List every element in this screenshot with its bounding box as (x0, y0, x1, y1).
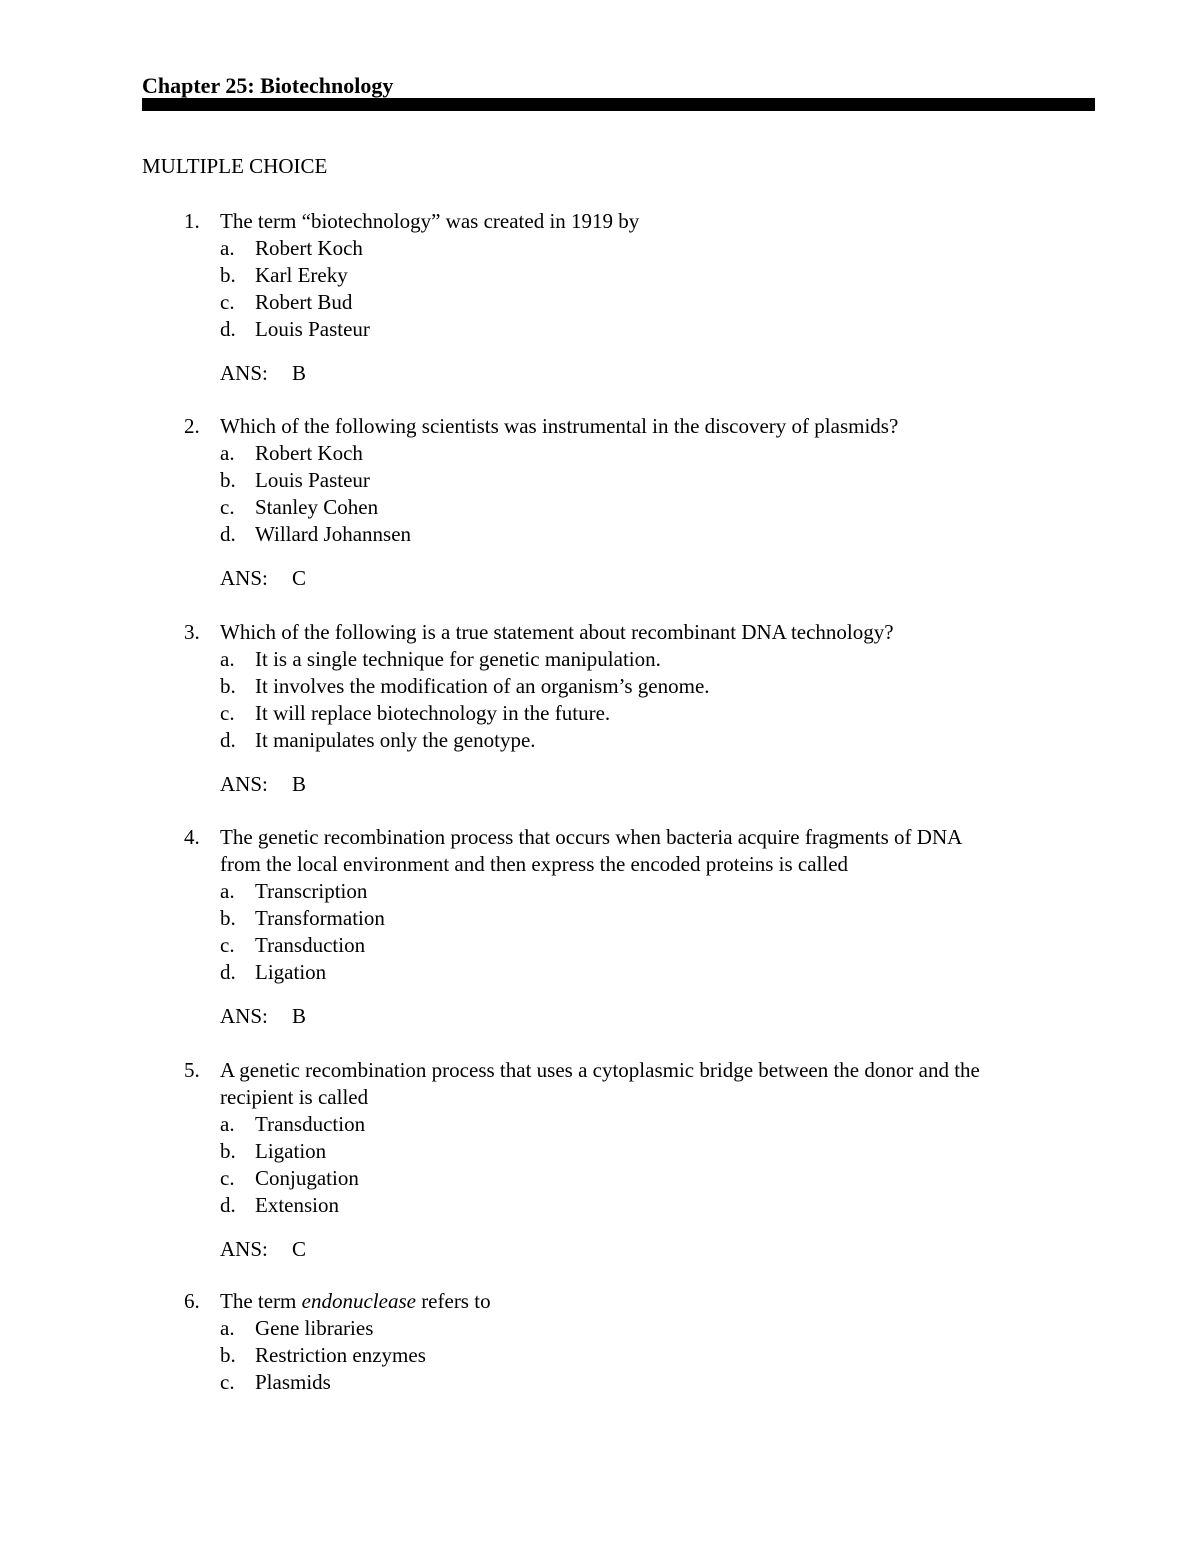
option-text: Transcription (255, 879, 368, 903)
option-letter: a. (220, 441, 235, 465)
option-letter: d. (220, 1193, 236, 1217)
answer-option (0, 646, 1200, 673)
option-text: Restriction enzymes (255, 1343, 426, 1367)
answer-option (0, 1138, 1200, 1165)
option-text: Robert Koch (255, 236, 363, 260)
answer-value: B (292, 1004, 307, 1028)
answer-option (0, 1111, 1200, 1138)
question-stem-line (0, 824, 1200, 851)
answer-option (0, 673, 1200, 700)
option-text: Robert Koch (255, 441, 363, 465)
option-letter: d. (220, 522, 236, 546)
answer-option (0, 905, 1200, 932)
option-letter: a. (220, 236, 235, 260)
option-letter: a. (220, 879, 235, 903)
question-stem-line (0, 1288, 1200, 1315)
stem-prefix: The term (220, 1289, 302, 1313)
question-stem-line (0, 413, 1200, 440)
question-text: recipient is called (220, 1085, 369, 1109)
answer-option (0, 959, 1200, 986)
option-text: Transduction (255, 1112, 366, 1136)
question-number: 5. (184, 1058, 200, 1082)
answer-option (0, 1369, 1200, 1396)
answer-option (0, 467, 1200, 494)
option-text: Plasmids (255, 1370, 331, 1394)
question-stem-line (0, 619, 1200, 646)
option-text: It involves the modification of an organism’s genome. (255, 674, 710, 698)
answer-value: C (292, 566, 307, 590)
answer-option (0, 262, 1200, 289)
option-letter: c. (220, 1166, 235, 1190)
stem-suffix: refers to (415, 1289, 491, 1313)
option-text: Conjugation (255, 1166, 359, 1190)
answer-label: ANS: (220, 1004, 268, 1028)
option-letter: c. (220, 1370, 235, 1394)
answer-key (0, 565, 1200, 592)
option-letter: d. (220, 317, 236, 341)
answer-key (0, 1236, 1200, 1263)
question-number: 3. (184, 620, 200, 644)
option-text: Robert Bud (255, 290, 353, 314)
answer-value: C (292, 1237, 307, 1261)
option-letter: a. (220, 1316, 235, 1340)
section-heading: MULTIPLE CHOICE (142, 154, 328, 178)
option-letter: b. (220, 468, 236, 492)
answer-option (0, 1315, 1200, 1342)
option-letter: c. (220, 933, 235, 957)
option-text: Ligation (255, 1139, 327, 1163)
answer-label: ANS: (220, 361, 268, 385)
answer-key (0, 771, 1200, 798)
option-letter: a. (220, 647, 235, 671)
option-text: Louis Pasteur (255, 468, 370, 492)
answer-option (0, 932, 1200, 959)
question-text: A genetic recombination process that uses a cytoplasmic bridge between the donor and the (220, 1058, 980, 1082)
option-letter: b. (220, 674, 236, 698)
question-4 (0, 824, 1200, 1030)
option-letter: c. (220, 495, 235, 519)
option-letter: c. (220, 290, 235, 314)
question-3 (0, 619, 1200, 798)
answer-option (0, 521, 1200, 548)
question-stem-line (0, 851, 1200, 878)
option-text: Louis Pasteur (255, 317, 370, 341)
question-stem-line (0, 1057, 1200, 1084)
option-text: Ligation (255, 960, 327, 984)
option-text: Karl Ereky (255, 263, 348, 287)
option-letter: d. (220, 960, 236, 984)
option-text: It will replace biotechnology in the future. (255, 701, 611, 725)
question-number: 4. (184, 825, 200, 849)
question-text: Which of the following scientists was instrumental in the discovery of plasmids? (220, 414, 899, 438)
option-letter: c. (220, 701, 235, 725)
option-text: Transformation (255, 906, 385, 930)
option-letter: b. (220, 263, 236, 287)
question-text: The term “biotechnology” was created in 1919 by (220, 209, 640, 233)
question-1 (0, 208, 1200, 387)
answer-option (0, 289, 1200, 316)
answer-label: ANS: (220, 1237, 268, 1261)
question-stem-line (0, 208, 1200, 235)
option-text: Extension (255, 1193, 339, 1217)
answer-option (0, 316, 1200, 343)
title-rule (142, 98, 1095, 111)
answer-option (0, 1165, 1200, 1192)
option-letter: d. (220, 728, 236, 752)
answer-option (0, 878, 1200, 905)
answer-key (0, 360, 1200, 387)
option-letter: b. (220, 1343, 236, 1367)
question-text (220, 1288, 491, 1315)
answer-option (0, 727, 1200, 754)
answer-key (0, 1003, 1200, 1030)
answer-option (0, 440, 1200, 467)
chapter-title: Chapter 25: Biotechnology (142, 73, 394, 98)
option-text: Willard Johannsen (255, 522, 412, 546)
question-number: 2. (184, 414, 200, 438)
answer-label: ANS: (220, 772, 268, 796)
answer-option (0, 700, 1200, 727)
option-letter: a. (220, 1112, 235, 1136)
option-letter: b. (220, 906, 236, 930)
question-text: The genetic recombination process that occurs when bacteria acquire fragments of DNA (220, 825, 963, 849)
question-text: from the local environment and then express the encoded proteins is called (220, 852, 849, 876)
option-text: Stanley Cohen (255, 495, 379, 519)
answer-value: B (292, 361, 307, 385)
option-text: Transduction (255, 933, 366, 957)
question-6 (0, 1288, 1200, 1396)
question-number: 6. (184, 1289, 200, 1313)
answer-value: B (292, 772, 307, 796)
option-text: It is a single technique for genetic manipulation. (255, 647, 661, 671)
question-2 (0, 413, 1200, 592)
stem-italic-term: endonuclease (301, 1289, 416, 1313)
question-number: 1. (184, 209, 200, 233)
answer-label: ANS: (220, 566, 268, 590)
answer-option (0, 494, 1200, 521)
option-text: Gene libraries (255, 1316, 374, 1340)
option-letter: b. (220, 1139, 236, 1163)
option-text: It manipulates only the genotype. (255, 728, 536, 752)
answer-option (0, 235, 1200, 262)
answer-option (0, 1342, 1200, 1369)
question-text: Which of the following is a true statement about recombinant DNA technology? (220, 620, 894, 644)
question-stem-line (0, 1084, 1200, 1111)
question-5 (0, 1057, 1200, 1263)
answer-option (0, 1192, 1200, 1219)
